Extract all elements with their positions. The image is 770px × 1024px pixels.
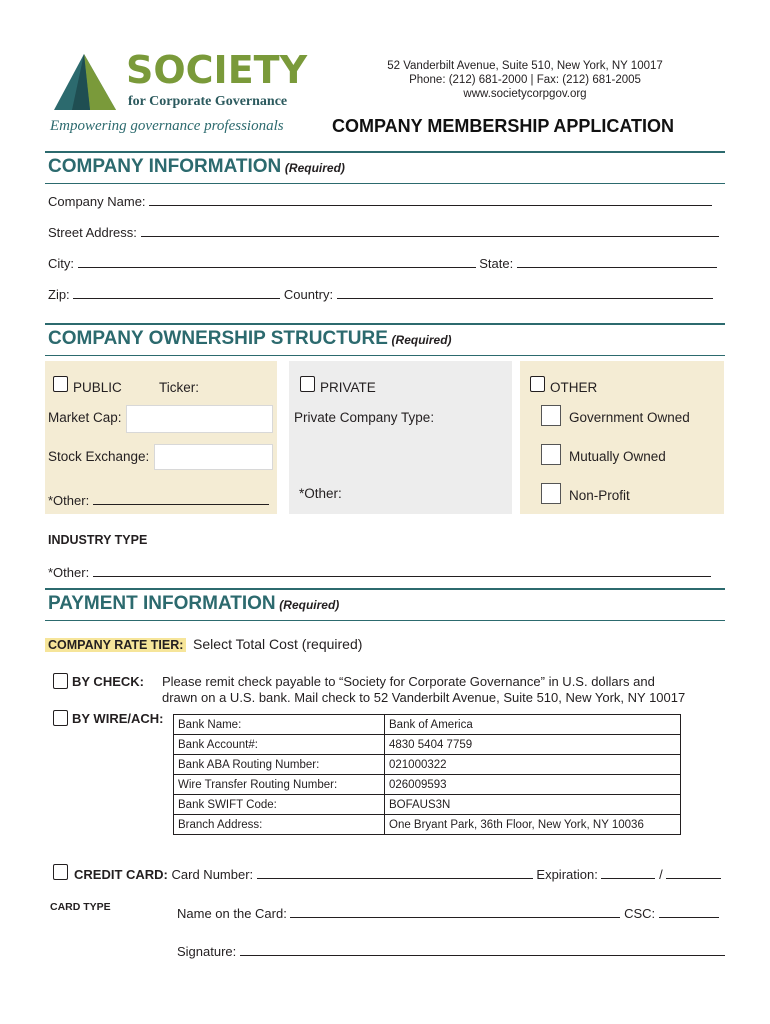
section-rule [45, 323, 725, 325]
government-owned-checkbox[interactable] [541, 405, 561, 426]
private-other-label: *Other: [299, 486, 342, 501]
page-title: COMPANY MEMBERSHIP APPLICATION [332, 116, 675, 136]
market-cap-field[interactable] [126, 405, 273, 433]
table-row [174, 735, 681, 755]
credit-card-label: CREDIT CARD: [74, 867, 168, 882]
non-profit-label: Non-Profit [569, 488, 630, 503]
rate-tier-label: COMPANY RATE TIER: [45, 638, 186, 652]
table-row [174, 715, 681, 735]
section-rule [45, 588, 725, 590]
other-label: OTHER [550, 380, 598, 395]
country-field[interactable] [337, 286, 713, 299]
government-owned-label: Government Owned [569, 410, 690, 425]
section-company-info-header [48, 156, 345, 178]
public-other-field[interactable] [93, 492, 269, 505]
signature-row [177, 943, 725, 959]
section-payment-header [48, 593, 339, 615]
rate-tier-row [45, 636, 362, 652]
company-name-label: Company Name: [48, 194, 146, 209]
company-name-row [48, 193, 712, 209]
bank-field-label: Bank Name: [174, 715, 385, 735]
credit-card-checkbox[interactable] [53, 864, 68, 880]
csc-label: CSC: [624, 906, 656, 921]
industry-other-row [48, 564, 711, 580]
private-type-label: Private Company Type: [294, 410, 435, 425]
csc-field[interactable] [659, 905, 719, 918]
name-on-card-field[interactable] [290, 905, 620, 918]
section-rule [45, 355, 725, 356]
required-note: (Required) [391, 333, 452, 347]
bank-field-value: 026009593 [385, 775, 681, 795]
phone-line: Phone: (212) 681-2000 | Fax: (212) 681-2005 [409, 74, 641, 86]
bank-field-label: Bank SWIFT Code: [174, 795, 385, 815]
contact-block [350, 59, 700, 101]
card-number-field[interactable] [257, 866, 533, 879]
section-rule [45, 620, 725, 621]
name-on-card-label: Name on the Card: [177, 906, 287, 921]
logo-wordmark: SOCIETY [126, 48, 308, 92]
street-label: Street Address: [48, 225, 137, 240]
bank-field-value: Bank of America [385, 715, 681, 735]
public-checkbox[interactable] [53, 376, 68, 392]
mutually-owned-checkbox[interactable] [541, 444, 561, 465]
industry-type-heading: INDUSTRY TYPE [48, 533, 148, 547]
logo-subtitle: for Corporate Governance [128, 94, 288, 109]
bank-field-value: 021000322 [385, 755, 681, 775]
other-checkbox[interactable] [530, 376, 545, 392]
street-row [48, 224, 719, 240]
expiration-slash: / [659, 867, 663, 882]
expiration-month-field[interactable] [601, 866, 655, 879]
section-ownership-header [48, 328, 452, 350]
public-other-row [48, 492, 269, 508]
section-rule [45, 183, 725, 184]
stock-exchange-label: Stock Exchange: [48, 449, 150, 464]
bank-field-label: Wire Transfer Routing Number: [174, 775, 385, 795]
section-title: COMPANY OWNERSHIP STRUCTURE [48, 328, 388, 349]
industry-other-field[interactable] [93, 564, 711, 577]
city-field[interactable] [78, 255, 476, 268]
tagline: Empowering governance professionals [50, 118, 284, 134]
section-title: PAYMENT INFORMATION [48, 593, 276, 614]
required-note: (Required) [279, 598, 340, 612]
bank-field-value: One Bryant Park, 36th Floor, New York, NY 10036 [385, 815, 681, 835]
bank-field-value: 4830 5404 7759 [385, 735, 681, 755]
bank-field-label: Bank Account#: [174, 735, 385, 755]
section-title: COMPANY INFORMATION [48, 156, 282, 177]
section-rule [45, 151, 725, 153]
zip-field[interactable] [73, 286, 280, 299]
credit-card-row [74, 866, 721, 882]
private-checkbox[interactable] [300, 376, 315, 392]
zip-country-row [48, 286, 713, 302]
table-row [174, 755, 681, 775]
city-state-row [48, 255, 717, 271]
ticker-label: Ticker: [159, 380, 199, 395]
website-line: www.societycorpgov.org [463, 88, 587, 100]
market-cap-label: Market Cap: [48, 410, 122, 425]
bank-field-label: Bank ABA Routing Number: [174, 755, 385, 775]
by-wire-label: BY WIRE/ACH: [72, 711, 164, 726]
bank-details-table [173, 714, 681, 835]
street-field[interactable] [141, 224, 719, 237]
card-type-label: CARD TYPE [50, 901, 111, 913]
table-row [174, 795, 681, 815]
city-label: City: [48, 256, 74, 271]
expiration-year-field[interactable] [666, 866, 721, 879]
state-field[interactable] [517, 255, 717, 268]
expiration-label: Expiration: [536, 867, 598, 882]
country-label: Country: [283, 287, 334, 302]
check-instructions [162, 674, 685, 706]
bank-field-label: Branch Address: [174, 815, 385, 835]
company-name-field[interactable] [149, 193, 712, 206]
private-label: PRIVATE [320, 380, 376, 395]
non-profit-checkbox[interactable] [541, 483, 561, 504]
by-wire-checkbox[interactable] [53, 710, 68, 726]
check-instructions-line-1: Please remit check payable to “Society for Corporate Governance” in U.S. dollars and [162, 674, 655, 689]
signature-field[interactable] [240, 943, 725, 956]
by-check-checkbox[interactable] [53, 673, 68, 689]
signature-label: Signature: [177, 944, 237, 959]
bank-field-value: BOFAUS3N [385, 795, 681, 815]
table-row [174, 815, 681, 835]
rate-tier-select[interactable]: Select Total Cost (required) [193, 636, 363, 652]
address-line: 52 Vanderbilt Avenue, Suite 510, New York, NY 10017 [387, 60, 663, 72]
required-note: (Required) [284, 161, 345, 175]
mutually-owned-label: Mutually Owned [569, 449, 666, 464]
card-number-label: Card Number: [171, 867, 254, 882]
table-row [174, 775, 681, 795]
public-other-label: *Other: [48, 493, 90, 508]
stock-exchange-field[interactable] [154, 444, 273, 470]
by-check-label: BY CHECK: [72, 674, 144, 689]
name-on-card-row [177, 905, 719, 921]
industry-other-label: *Other: [48, 565, 90, 580]
zip-label: Zip: [48, 287, 70, 302]
logo [50, 50, 120, 112]
public-label: PUBLIC [73, 380, 122, 395]
state-label: State: [479, 256, 514, 271]
check-instructions-line-2: drawn on a U.S. bank. Mail check to 52 Vanderbilt Avenue, Suite 510, New York, NY 10017 [162, 690, 686, 705]
logo-mountain-icon [50, 50, 120, 112]
